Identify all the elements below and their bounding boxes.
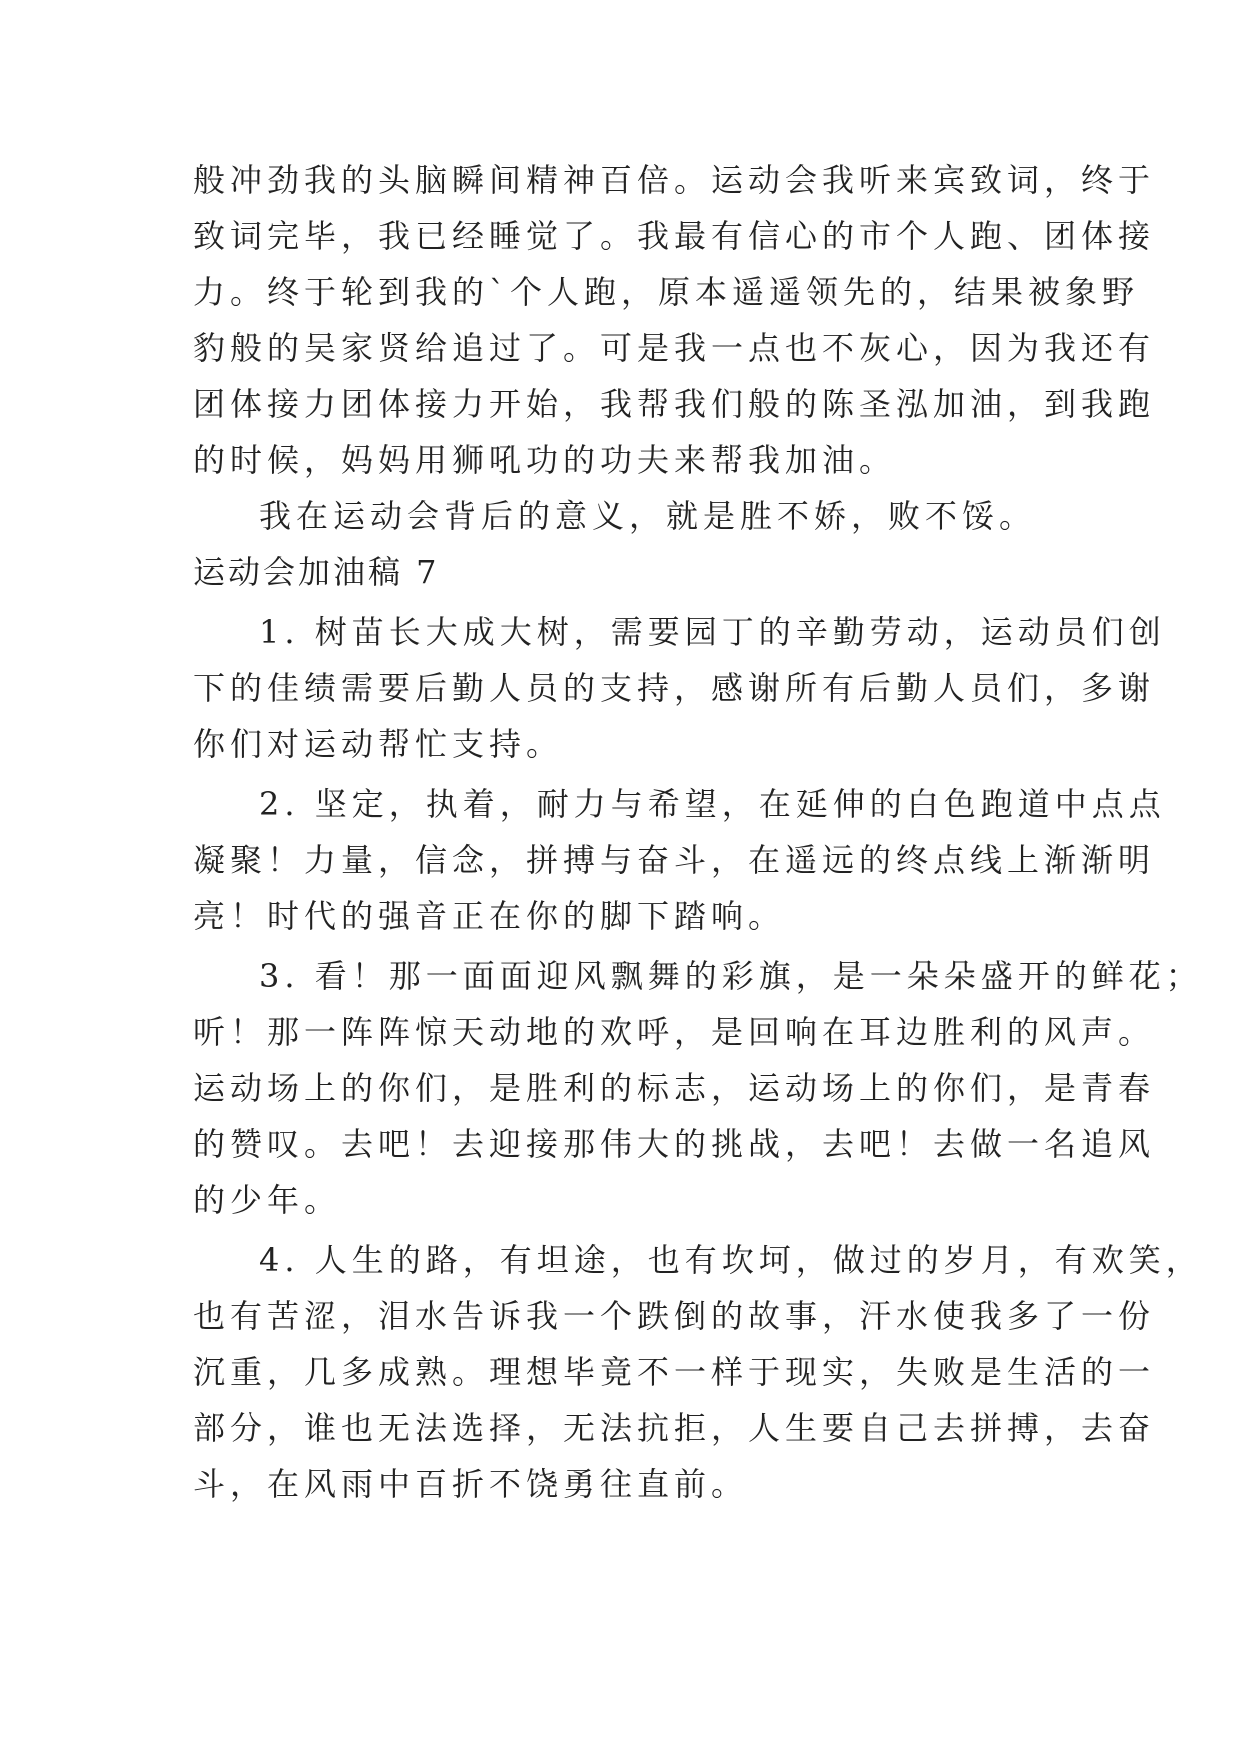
- paragraph-item-1: [193, 604, 1166, 772]
- text-line: 我在运动会背后的意义，就是胜不娇，败不馁。: [259, 497, 1037, 535]
- text-line: 部分，谁也无法选择，无法抗拒，人生要自己去拼搏，去奋: [193, 1409, 1156, 1447]
- text-line: 般冲劲我的头脑瞬间精神百倍。运动会我听来宾致词，终于: [193, 161, 1156, 199]
- text-line: 1. 树苗长大成大树，需要园丁的辛勤劳动，运动员们创: [259, 613, 1166, 651]
- text-line: 运动场上的你们，是胜利的标志，运动场上的你们，是青春: [193, 1069, 1156, 1107]
- paragraph-continued: [193, 152, 1156, 488]
- text-line: 你们对运动帮忙支持。: [193, 725, 564, 763]
- text-line: 团体接力团体接力开始，我帮我们般的陈圣泓加油，到我跑: [193, 385, 1156, 423]
- paragraph-meaning: [193, 488, 1053, 544]
- text-line: 3. 看！那一面面迎风飘舞的彩旗，是一朵朵盛开的鲜花；: [259, 957, 1203, 995]
- text-line: 亮！时代的强音正在你的脚下踏响。: [193, 897, 786, 935]
- text-line: 力。终于轮到我的`个人跑，原本遥遥领先的，结果被象野: [193, 273, 1140, 311]
- paragraph-item-2: [193, 776, 1166, 944]
- paragraph-item-3: [193, 948, 1203, 1228]
- text-line: 4. 人生的路，有坦途，也有坎坷，做过的岁月，有欢笑，: [259, 1241, 1203, 1279]
- text-line: 豹般的吴家贤给追过了。可是我一点也不灰心，因为我还有: [193, 329, 1156, 367]
- text-line: 听！那一阵阵惊天动地的欢呼，是回响在耳边胜利的风声。: [193, 1013, 1156, 1051]
- text-line: 的赞叹。去吧！去迎接那伟大的挑战，去吧！去做一名追风: [193, 1125, 1156, 1163]
- text-line: 凝聚！力量，信念，拼搏与奋斗，在遥远的终点线上渐渐明: [193, 841, 1156, 879]
- heading-text: 运动会加油稿 7: [193, 553, 440, 591]
- text-line: 2. 坚定，执着，耐力与希望，在延伸的白色跑道中点点: [259, 785, 1166, 823]
- paragraph-item-4: [193, 1232, 1203, 1512]
- document-body: [193, 152, 1203, 1512]
- text-line: 的少年。: [193, 1181, 342, 1219]
- text-line: 也有苦涩，泪水告诉我一个跌倒的故事，汗水使我多了一份: [193, 1297, 1156, 1335]
- text-line: 的时候，妈妈用狮吼功的功夫来帮我加油。: [193, 441, 897, 479]
- text-line: 斗，在风雨中百折不饶勇往直前。: [193, 1465, 749, 1503]
- text-line: 下的佳绩需要后勤人员的支持，感谢所有后勤人员们，多谢: [193, 669, 1156, 707]
- section-heading: [193, 544, 1053, 600]
- text-line: 致词完毕，我已经睡觉了。我最有信心的市个人跑、团体接: [193, 217, 1156, 255]
- text-line: 沉重，几多成熟。理想毕竟不一样于现实，失败是生活的一: [193, 1353, 1156, 1391]
